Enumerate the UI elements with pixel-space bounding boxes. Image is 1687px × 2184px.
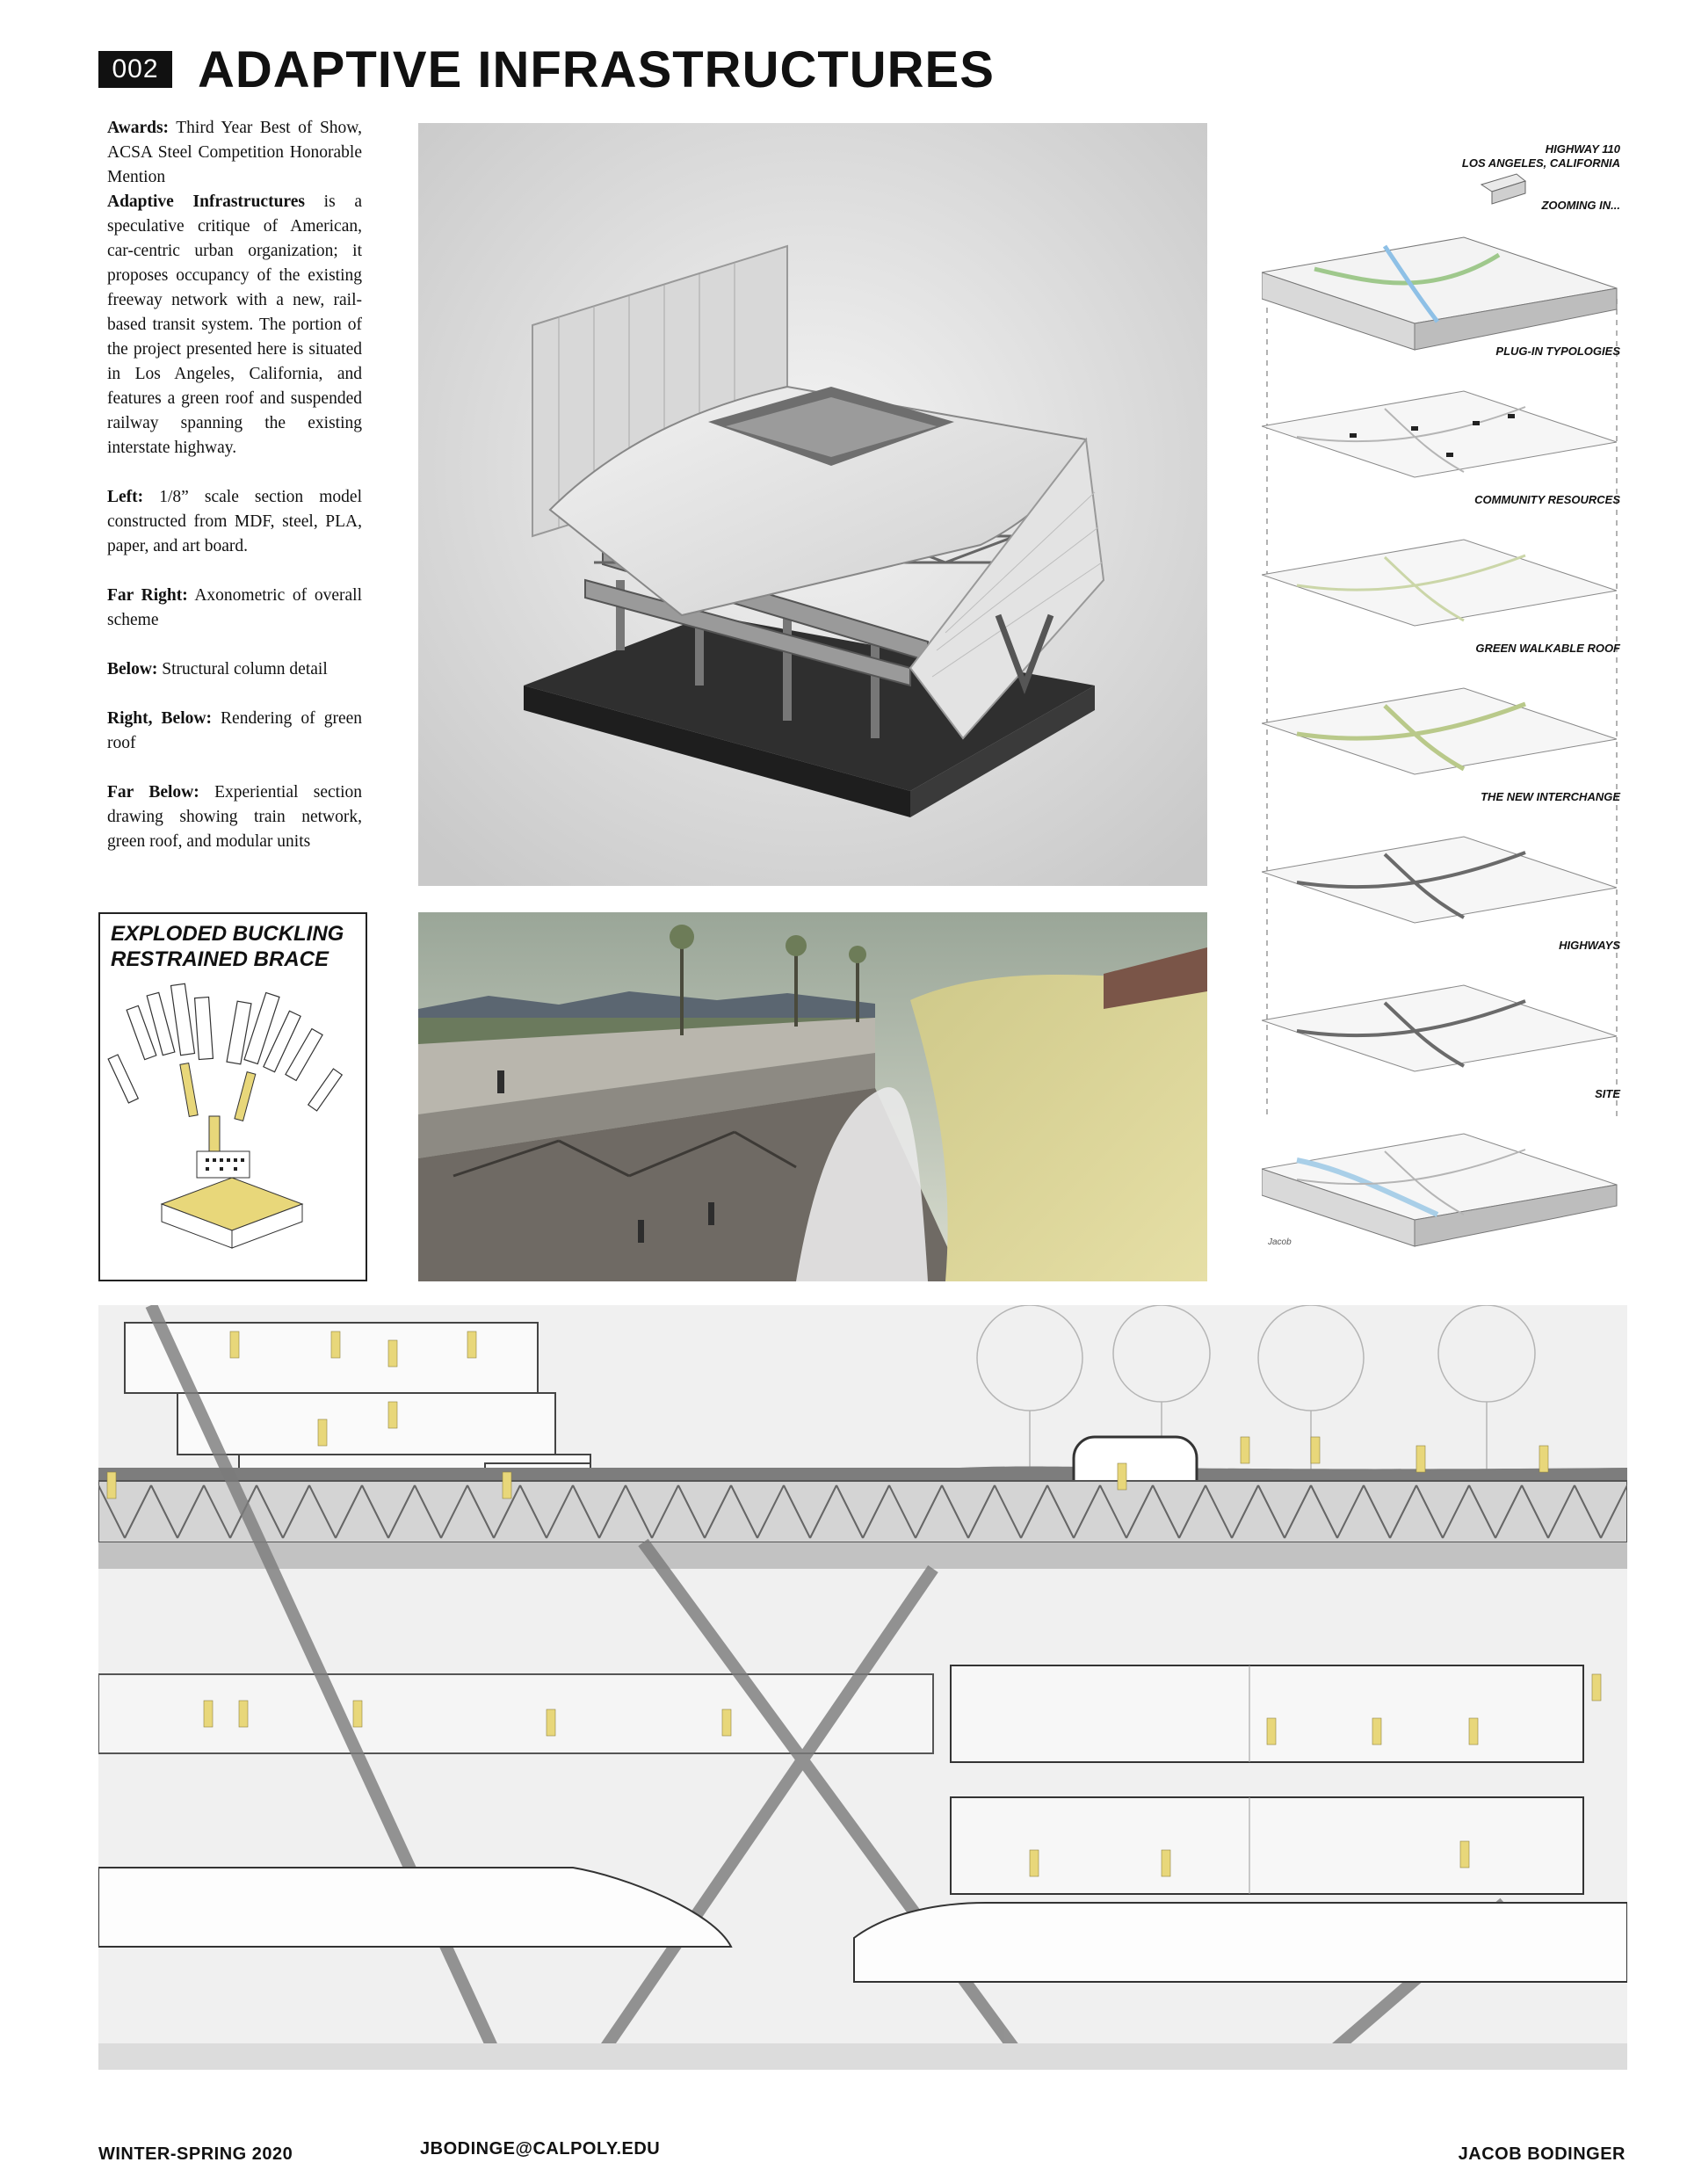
project-number-badge: 002: [98, 51, 172, 88]
plug-in-unit: [1446, 453, 1453, 457]
footer-email[interactable]: JBODINGE@CALPOLY.EDU: [420, 2139, 661, 2159]
axo-layer-label: GREEN WALKABLE ROOF: [1475, 642, 1620, 655]
caption-label: Left:: [107, 488, 144, 506]
brace-detail-panel: [98, 912, 367, 1281]
plug-in-unit: [1508, 414, 1515, 418]
axo-layer-label: THE NEW INTERCHANGE: [1481, 790, 1620, 803]
awards-paragraph: [107, 116, 362, 190]
caption-right-below: [107, 707, 362, 756]
caption-label: Far Below:: [107, 783, 199, 802]
caption-label: Far Right:: [107, 586, 188, 605]
footer-term: WINTER-SPRING 2020: [98, 2144, 293, 2164]
axo-layer-label: PLUG-IN TYPOLOGIES: [1495, 345, 1620, 358]
axo-layer-green-walkable-roof: [1262, 688, 1617, 774]
green-roof-rendering: [418, 912, 1207, 1281]
caption-text: Structural column detail: [157, 660, 328, 678]
model-photo: [418, 123, 1207, 886]
caption-text: 1/8” scale section model constructed from MDF, steel, PLA, paper, and art board.: [107, 488, 362, 555]
caption-text: Experiential section drawing showing train network, green roof, and modular units: [107, 783, 362, 851]
axo-top-slab: [1262, 237, 1617, 350]
axo-layer-label: SITE: [1595, 1087, 1620, 1100]
project-paragraph: [107, 190, 362, 461]
experiential-section-drawing: [98, 1305, 1627, 2070]
plug-in-unit: [1411, 426, 1418, 431]
plug-in-unit: [1473, 421, 1480, 425]
axo-layer-the-new-interchange: [1262, 837, 1617, 923]
axo-layer-site: [1262, 1134, 1617, 1246]
caption-far-right: [107, 584, 362, 633]
brace-panel-title: EXPLODED BUCKLING RESTRAINED BRACE: [111, 922, 344, 971]
axo-header-line1: HIGHWAY 110: [1545, 142, 1620, 156]
caption-below: [107, 657, 362, 682]
project-text: is a speculative critique of American, car-centric urban organization; it proposes occupancy of the existing freeway network with a new, rail-based transit system. The portion of the project presented here is situated in Los Angeles, California, and features a green roof and suspended railway spanning the existing interstate highway.: [107, 192, 362, 457]
brace-drawing: [100, 914, 366, 1280]
axo-layer-highways: [1262, 985, 1617, 1071]
axo-zoom-label: ZOOMING IN...: [1541, 199, 1620, 212]
axo-layer-label: COMMUNITY RESOURCES: [1474, 493, 1620, 506]
awards-text: Third Year Best of Show, ACSA Steel Competition Honorable Mention: [107, 119, 362, 186]
axo-layer-community-resources: [1262, 540, 1617, 626]
axo-layer-plug-in-typologies: [1262, 391, 1617, 477]
caption-label: Below:: [107, 660, 158, 678]
axo-header: [1462, 142, 1620, 171]
axonometric-diagram: [1262, 123, 1622, 1266]
footer-author: JACOB BODINGER: [1458, 2144, 1625, 2164]
project-description: [107, 116, 362, 879]
caption-label: Right, Below:: [107, 709, 212, 728]
axo-header-line2: LOS ANGELES, CALIFORNIA: [1461, 156, 1620, 170]
project-label: Adaptive Infrastructures: [107, 192, 305, 211]
axo-layer-label: HIGHWAYS: [1559, 939, 1620, 952]
plug-in-unit: [1350, 433, 1357, 438]
caption-far-below: [107, 780, 362, 854]
drawing-signature: Jacob: [1268, 1237, 1292, 1247]
caption-text: Rendering of green roof: [107, 709, 363, 752]
awards-label: Awards:: [107, 119, 170, 137]
page-title: ADAPTIVE INFRASTRUCTURES: [198, 41, 995, 98]
caption-text: Axonometric of overall scheme: [107, 586, 362, 629]
caption-left: [107, 485, 362, 559]
